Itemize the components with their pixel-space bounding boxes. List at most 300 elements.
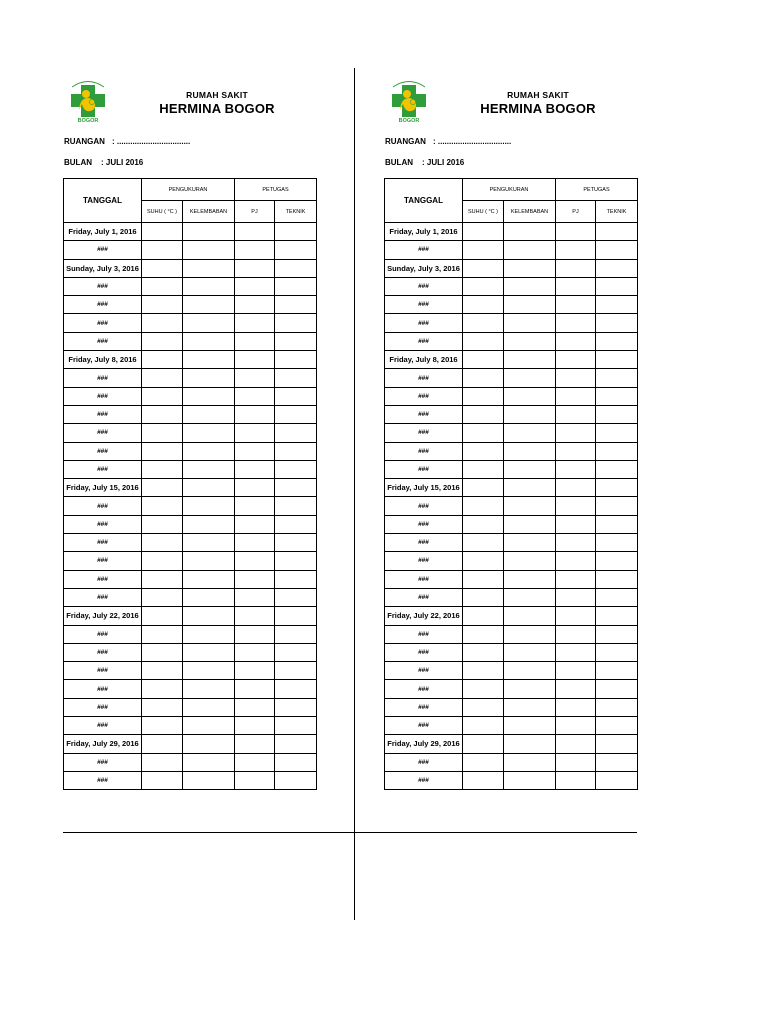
cell-pj[interactable] [556, 753, 596, 771]
cell-teknik[interactable] [275, 680, 317, 698]
row-date: ### [385, 753, 463, 771]
cell-teknik[interactable] [275, 241, 317, 259]
cell-teknik[interactable] [596, 717, 638, 735]
cell-teknik[interactable] [596, 625, 638, 643]
cell-pj[interactable] [556, 570, 596, 588]
table-row [385, 735, 638, 753]
cell-suhu[interactable] [463, 351, 504, 369]
cell-kelembaban[interactable] [183, 735, 235, 753]
cell-teknik[interactable] [275, 515, 317, 533]
table-row [64, 753, 317, 771]
cell-suhu[interactable] [142, 314, 183, 332]
cell-pj[interactable] [235, 424, 275, 442]
cell-suhu[interactable] [463, 460, 504, 478]
cell-pj[interactable] [235, 625, 275, 643]
cell-pj[interactable] [235, 643, 275, 661]
cell-teknik[interactable] [596, 223, 638, 241]
cell-kelembaban[interactable] [183, 223, 235, 241]
table-row [64, 534, 317, 552]
table-row [385, 296, 638, 314]
cell-pj[interactable] [556, 259, 596, 277]
cell-suhu[interactable] [142, 460, 183, 478]
cell-suhu[interactable] [463, 771, 504, 789]
cell-pj[interactable] [556, 698, 596, 716]
cell-teknik[interactable] [275, 314, 317, 332]
cell-suhu[interactable] [142, 643, 183, 661]
cell-kelembaban[interactable] [504, 625, 556, 643]
cell-suhu[interactable] [142, 241, 183, 259]
cell-teknik[interactable] [275, 698, 317, 716]
cell-kelembaban[interactable] [183, 515, 235, 533]
cell-teknik[interactable] [275, 424, 317, 442]
cell-teknik[interactable] [275, 643, 317, 661]
cell-kelembaban[interactable] [183, 588, 235, 606]
cell-teknik[interactable] [596, 680, 638, 698]
cell-pj[interactable] [235, 515, 275, 533]
cell-teknik[interactable] [275, 405, 317, 423]
cell-kelembaban[interactable] [504, 735, 556, 753]
cell-pj[interactable] [556, 717, 596, 735]
cell-teknik[interactable] [275, 460, 317, 478]
cell-kelembaban[interactable] [504, 332, 556, 350]
cell-suhu[interactable] [463, 534, 504, 552]
cell-kelembaban[interactable] [504, 717, 556, 735]
table-row [385, 442, 638, 460]
cell-pj[interactable] [235, 588, 275, 606]
cell-pj[interactable] [556, 771, 596, 789]
cell-suhu[interactable] [142, 588, 183, 606]
cell-kelembaban[interactable] [183, 698, 235, 716]
cell-teknik[interactable] [275, 625, 317, 643]
col-pj: PJ [556, 201, 596, 223]
cell-teknik[interactable] [275, 570, 317, 588]
cell-suhu[interactable] [142, 369, 183, 387]
cell-teknik[interactable] [275, 717, 317, 735]
row-date: ### [385, 460, 463, 478]
cell-kelembaban[interactable] [183, 497, 235, 515]
cell-kelembaban[interactable] [183, 479, 235, 497]
cell-teknik[interactable] [596, 424, 638, 442]
ruangan-value[interactable]: : ................................. [112, 137, 191, 146]
cell-pj[interactable] [235, 241, 275, 259]
cell-pj[interactable] [235, 442, 275, 460]
cell-pj[interactable] [235, 753, 275, 771]
cell-pj[interactable] [556, 369, 596, 387]
cell-pj[interactable] [235, 369, 275, 387]
table-row [385, 680, 638, 698]
cell-teknik[interactable] [596, 753, 638, 771]
cell-pj[interactable] [235, 662, 275, 680]
cell-teknik[interactable] [275, 277, 317, 295]
cell-teknik[interactable] [596, 277, 638, 295]
cell-kelembaban[interactable] [183, 314, 235, 332]
cell-kelembaban[interactable] [504, 259, 556, 277]
cell-kelembaban[interactable] [183, 460, 235, 478]
cell-pj[interactable] [556, 643, 596, 661]
cell-kelembaban[interactable] [504, 460, 556, 478]
cell-suhu[interactable] [142, 515, 183, 533]
cell-pj[interactable] [235, 479, 275, 497]
cell-teknik[interactable] [275, 607, 317, 625]
cell-suhu[interactable] [142, 771, 183, 789]
cell-pj[interactable] [235, 223, 275, 241]
cell-kelembaban[interactable] [183, 351, 235, 369]
cell-kelembaban[interactable] [183, 296, 235, 314]
table-row [385, 314, 638, 332]
cell-kelembaban[interactable] [183, 680, 235, 698]
cell-teknik[interactable] [275, 662, 317, 680]
cell-kelembaban[interactable] [183, 570, 235, 588]
cell-kelembaban[interactable] [183, 387, 235, 405]
cell-kelembaban[interactable] [183, 277, 235, 295]
cell-teknik[interactable] [596, 643, 638, 661]
row-date: Friday, July 8, 2016 [64, 351, 142, 369]
cell-kelembaban[interactable] [183, 552, 235, 570]
cell-pj[interactable] [556, 735, 596, 753]
cell-kelembaban[interactable] [504, 314, 556, 332]
table-row [385, 277, 638, 295]
cell-pj[interactable] [235, 497, 275, 515]
cell-teknik[interactable] [275, 369, 317, 387]
cell-kelembaban[interactable] [183, 442, 235, 460]
cell-teknik[interactable] [596, 771, 638, 789]
table-row [385, 753, 638, 771]
cell-teknik[interactable] [596, 479, 638, 497]
cell-teknik[interactable] [275, 442, 317, 460]
cell-kelembaban[interactable] [504, 442, 556, 460]
cell-kelembaban[interactable] [504, 753, 556, 771]
cell-suhu[interactable] [142, 442, 183, 460]
cell-teknik[interactable] [275, 351, 317, 369]
row-date: Sunday, July 3, 2016 [64, 259, 142, 277]
cell-kelembaban[interactable] [504, 424, 556, 442]
row-date: Sunday, July 3, 2016 [385, 259, 463, 277]
cell-suhu[interactable] [142, 680, 183, 698]
cell-pj[interactable] [556, 405, 596, 423]
cell-teknik[interactable] [275, 771, 317, 789]
cell-kelembaban[interactable] [183, 534, 235, 552]
row-date: ### [385, 662, 463, 680]
cell-pj[interactable] [235, 698, 275, 716]
table-row [385, 369, 638, 387]
cell-kelembaban[interactable] [183, 259, 235, 277]
cell-suhu[interactable] [463, 332, 504, 350]
cell-pj[interactable] [556, 460, 596, 478]
cell-suhu[interactable] [142, 497, 183, 515]
cell-kelembaban[interactable] [504, 680, 556, 698]
cell-suhu[interactable] [142, 424, 183, 442]
cell-suhu[interactable] [463, 680, 504, 698]
cell-kelembaban[interactable] [504, 223, 556, 241]
row-date: Friday, July 29, 2016 [64, 735, 142, 753]
cell-pj[interactable] [235, 296, 275, 314]
cell-suhu[interactable] [463, 405, 504, 423]
cell-kelembaban[interactable] [504, 296, 556, 314]
row-date: ### [385, 698, 463, 716]
cell-pj[interactable] [556, 314, 596, 332]
table-row [64, 588, 317, 606]
cell-kelembaban[interactable] [504, 643, 556, 661]
cell-pj[interactable] [556, 625, 596, 643]
cell-suhu[interactable] [463, 717, 504, 735]
cell-kelembaban[interactable] [504, 662, 556, 680]
cell-pj[interactable] [235, 405, 275, 423]
cell-suhu[interactable] [142, 552, 183, 570]
cell-suhu[interactable] [463, 753, 504, 771]
row-date: ### [64, 588, 142, 606]
cell-teknik[interactable] [275, 223, 317, 241]
table-row [385, 717, 638, 735]
row-date: ### [64, 570, 142, 588]
cell-suhu[interactable] [142, 351, 183, 369]
cell-suhu[interactable] [463, 662, 504, 680]
cell-suhu[interactable] [142, 698, 183, 716]
cell-teknik[interactable] [275, 479, 317, 497]
cell-suhu[interactable] [142, 479, 183, 497]
row-date: ### [64, 753, 142, 771]
cell-pj[interactable] [235, 332, 275, 350]
cell-teknik[interactable] [596, 241, 638, 259]
cell-pj[interactable] [235, 735, 275, 753]
cell-teknik[interactable] [275, 387, 317, 405]
cell-pj[interactable] [556, 479, 596, 497]
row-date: ### [64, 698, 142, 716]
cell-suhu[interactable] [463, 314, 504, 332]
cell-suhu[interactable] [463, 588, 504, 606]
table-row [385, 332, 638, 350]
cell-kelembaban[interactable] [504, 552, 556, 570]
cell-kelembaban[interactable] [183, 607, 235, 625]
cell-kelembaban[interactable] [183, 241, 235, 259]
cell-teknik[interactable] [596, 460, 638, 478]
cell-kelembaban[interactable] [504, 387, 556, 405]
cell-kelembaban[interactable] [504, 771, 556, 789]
cell-pj[interactable] [235, 314, 275, 332]
cell-kelembaban[interactable] [183, 753, 235, 771]
cell-suhu[interactable] [142, 625, 183, 643]
cell-kelembaban[interactable] [504, 241, 556, 259]
cell-pj[interactable] [556, 552, 596, 570]
cell-suhu[interactable] [142, 223, 183, 241]
cell-suhu[interactable] [142, 259, 183, 277]
cell-kelembaban[interactable] [504, 607, 556, 625]
cell-suhu[interactable] [463, 424, 504, 442]
cell-kelembaban[interactable] [183, 424, 235, 442]
cell-teknik[interactable] [275, 497, 317, 515]
bulan-label: BULAN [385, 158, 413, 167]
cell-teknik[interactable] [596, 607, 638, 625]
ruangan-value[interactable]: : ................................. [433, 137, 512, 146]
row-date: ### [385, 405, 463, 423]
cell-suhu[interactable] [142, 277, 183, 295]
cell-pj[interactable] [235, 460, 275, 478]
cell-suhu[interactable] [463, 698, 504, 716]
cell-kelembaban[interactable] [504, 405, 556, 423]
cell-pj[interactable] [235, 607, 275, 625]
cell-suhu[interactable] [142, 405, 183, 423]
table-row [385, 259, 638, 277]
cell-teknik[interactable] [596, 332, 638, 350]
cell-pj[interactable] [556, 607, 596, 625]
cell-pj[interactable] [556, 515, 596, 533]
cell-suhu[interactable] [463, 515, 504, 533]
col-kelembaban: KELEMBABAN [183, 201, 235, 223]
cell-suhu[interactable] [463, 241, 504, 259]
cell-pj[interactable] [556, 588, 596, 606]
cell-suhu[interactable] [463, 643, 504, 661]
cell-kelembaban[interactable] [504, 351, 556, 369]
cell-pj[interactable] [556, 351, 596, 369]
row-date: ### [64, 552, 142, 570]
cell-teknik[interactable] [596, 662, 638, 680]
cell-pj[interactable] [235, 717, 275, 735]
cell-teknik[interactable] [596, 534, 638, 552]
row-date: ### [64, 662, 142, 680]
cell-pj[interactable] [235, 570, 275, 588]
cell-pj[interactable] [235, 771, 275, 789]
table-row [64, 241, 317, 259]
cell-suhu[interactable] [463, 479, 504, 497]
cell-kelembaban[interactable] [183, 662, 235, 680]
cell-kelembaban[interactable] [183, 771, 235, 789]
cell-suhu[interactable] [142, 332, 183, 350]
cell-pj[interactable] [556, 296, 596, 314]
cell-pj[interactable] [556, 332, 596, 350]
cell-kelembaban[interactable] [183, 405, 235, 423]
cell-teknik[interactable] [275, 296, 317, 314]
table-row [385, 405, 638, 423]
cell-teknik[interactable] [596, 515, 638, 533]
cell-kelembaban[interactable] [504, 698, 556, 716]
cell-teknik[interactable] [596, 698, 638, 716]
cell-pj[interactable] [556, 442, 596, 460]
table-row [64, 698, 317, 716]
cell-kelembaban[interactable] [504, 588, 556, 606]
cell-kelembaban[interactable] [504, 570, 556, 588]
cell-teknik[interactable] [275, 753, 317, 771]
cell-teknik[interactable] [596, 351, 638, 369]
cell-suhu[interactable] [463, 223, 504, 241]
cell-suhu[interactable] [142, 534, 183, 552]
cell-suhu[interactable] [142, 753, 183, 771]
cell-suhu[interactable] [142, 296, 183, 314]
cell-teknik[interactable] [596, 588, 638, 606]
cell-suhu[interactable] [463, 277, 504, 295]
row-date: ### [385, 771, 463, 789]
row-date: ### [385, 570, 463, 588]
cell-pj[interactable] [556, 662, 596, 680]
cell-teknik[interactable] [275, 588, 317, 606]
table-row [385, 424, 638, 442]
cell-pj[interactable] [556, 387, 596, 405]
cell-suhu[interactable] [463, 625, 504, 643]
cell-teknik[interactable] [596, 442, 638, 460]
cell-suhu[interactable] [463, 607, 504, 625]
cell-suhu[interactable] [142, 570, 183, 588]
cell-suhu[interactable] [463, 552, 504, 570]
cell-kelembaban[interactable] [183, 369, 235, 387]
row-date: ### [64, 717, 142, 735]
cell-teknik[interactable] [596, 259, 638, 277]
cell-pj[interactable] [235, 259, 275, 277]
cell-pj[interactable] [235, 277, 275, 295]
cell-pj[interactable] [556, 497, 596, 515]
cell-teknik[interactable] [596, 314, 638, 332]
group-petugas: PETUGAS [235, 179, 317, 201]
cell-kelembaban[interactable] [183, 625, 235, 643]
cell-teknik[interactable] [596, 497, 638, 515]
cell-kelembaban[interactable] [504, 515, 556, 533]
cell-teknik[interactable] [275, 259, 317, 277]
row-date: Friday, July 22, 2016 [385, 607, 463, 625]
row-date: ### [385, 515, 463, 533]
cell-teknik[interactable] [596, 369, 638, 387]
cell-teknik[interactable] [275, 332, 317, 350]
cell-teknik[interactable] [275, 534, 317, 552]
cell-pj[interactable] [556, 534, 596, 552]
row-date: Friday, July 1, 2016 [64, 223, 142, 241]
cell-suhu[interactable] [142, 607, 183, 625]
row-date: ### [385, 588, 463, 606]
cell-suhu[interactable] [463, 369, 504, 387]
cell-teknik[interactable] [596, 735, 638, 753]
cell-suhu[interactable] [463, 387, 504, 405]
cell-suhu[interactable] [142, 387, 183, 405]
col-tanggal: TANGGAL [64, 179, 142, 223]
cell-suhu[interactable] [142, 717, 183, 735]
cell-kelembaban[interactable] [183, 643, 235, 661]
cell-teknik[interactable] [596, 405, 638, 423]
cell-kelembaban[interactable] [504, 369, 556, 387]
cell-teknik[interactable] [275, 552, 317, 570]
cell-pj[interactable] [235, 534, 275, 552]
cell-kelembaban[interactable] [504, 497, 556, 515]
cell-suhu[interactable] [463, 735, 504, 753]
cell-kelembaban[interactable] [504, 534, 556, 552]
cell-pj[interactable] [235, 351, 275, 369]
cell-kelembaban[interactable] [183, 332, 235, 350]
row-date: ### [385, 643, 463, 661]
cell-kelembaban[interactable] [504, 277, 556, 295]
cell-teknik[interactable] [596, 570, 638, 588]
cell-teknik[interactable] [596, 552, 638, 570]
cell-suhu[interactable] [463, 296, 504, 314]
cell-kelembaban[interactable] [183, 717, 235, 735]
cell-pj[interactable] [235, 387, 275, 405]
cell-suhu[interactable] [142, 735, 183, 753]
cell-suhu[interactable] [463, 497, 504, 515]
row-date: ### [64, 296, 142, 314]
table-row [385, 643, 638, 661]
cell-pj[interactable] [556, 277, 596, 295]
cell-suhu[interactable] [463, 442, 504, 460]
cell-pj[interactable] [235, 680, 275, 698]
cell-pj[interactable] [556, 424, 596, 442]
cell-pj[interactable] [556, 223, 596, 241]
cell-pj[interactable] [556, 241, 596, 259]
cell-pj[interactable] [556, 680, 596, 698]
row-date: Friday, July 15, 2016 [385, 479, 463, 497]
cell-suhu[interactable] [463, 259, 504, 277]
cell-kelembaban[interactable] [504, 479, 556, 497]
cell-pj[interactable] [235, 552, 275, 570]
cell-teknik[interactable] [596, 387, 638, 405]
table-row [64, 277, 317, 295]
cell-teknik[interactable] [596, 296, 638, 314]
cell-suhu[interactable] [142, 662, 183, 680]
cell-suhu[interactable] [463, 570, 504, 588]
cell-teknik[interactable] [275, 735, 317, 753]
